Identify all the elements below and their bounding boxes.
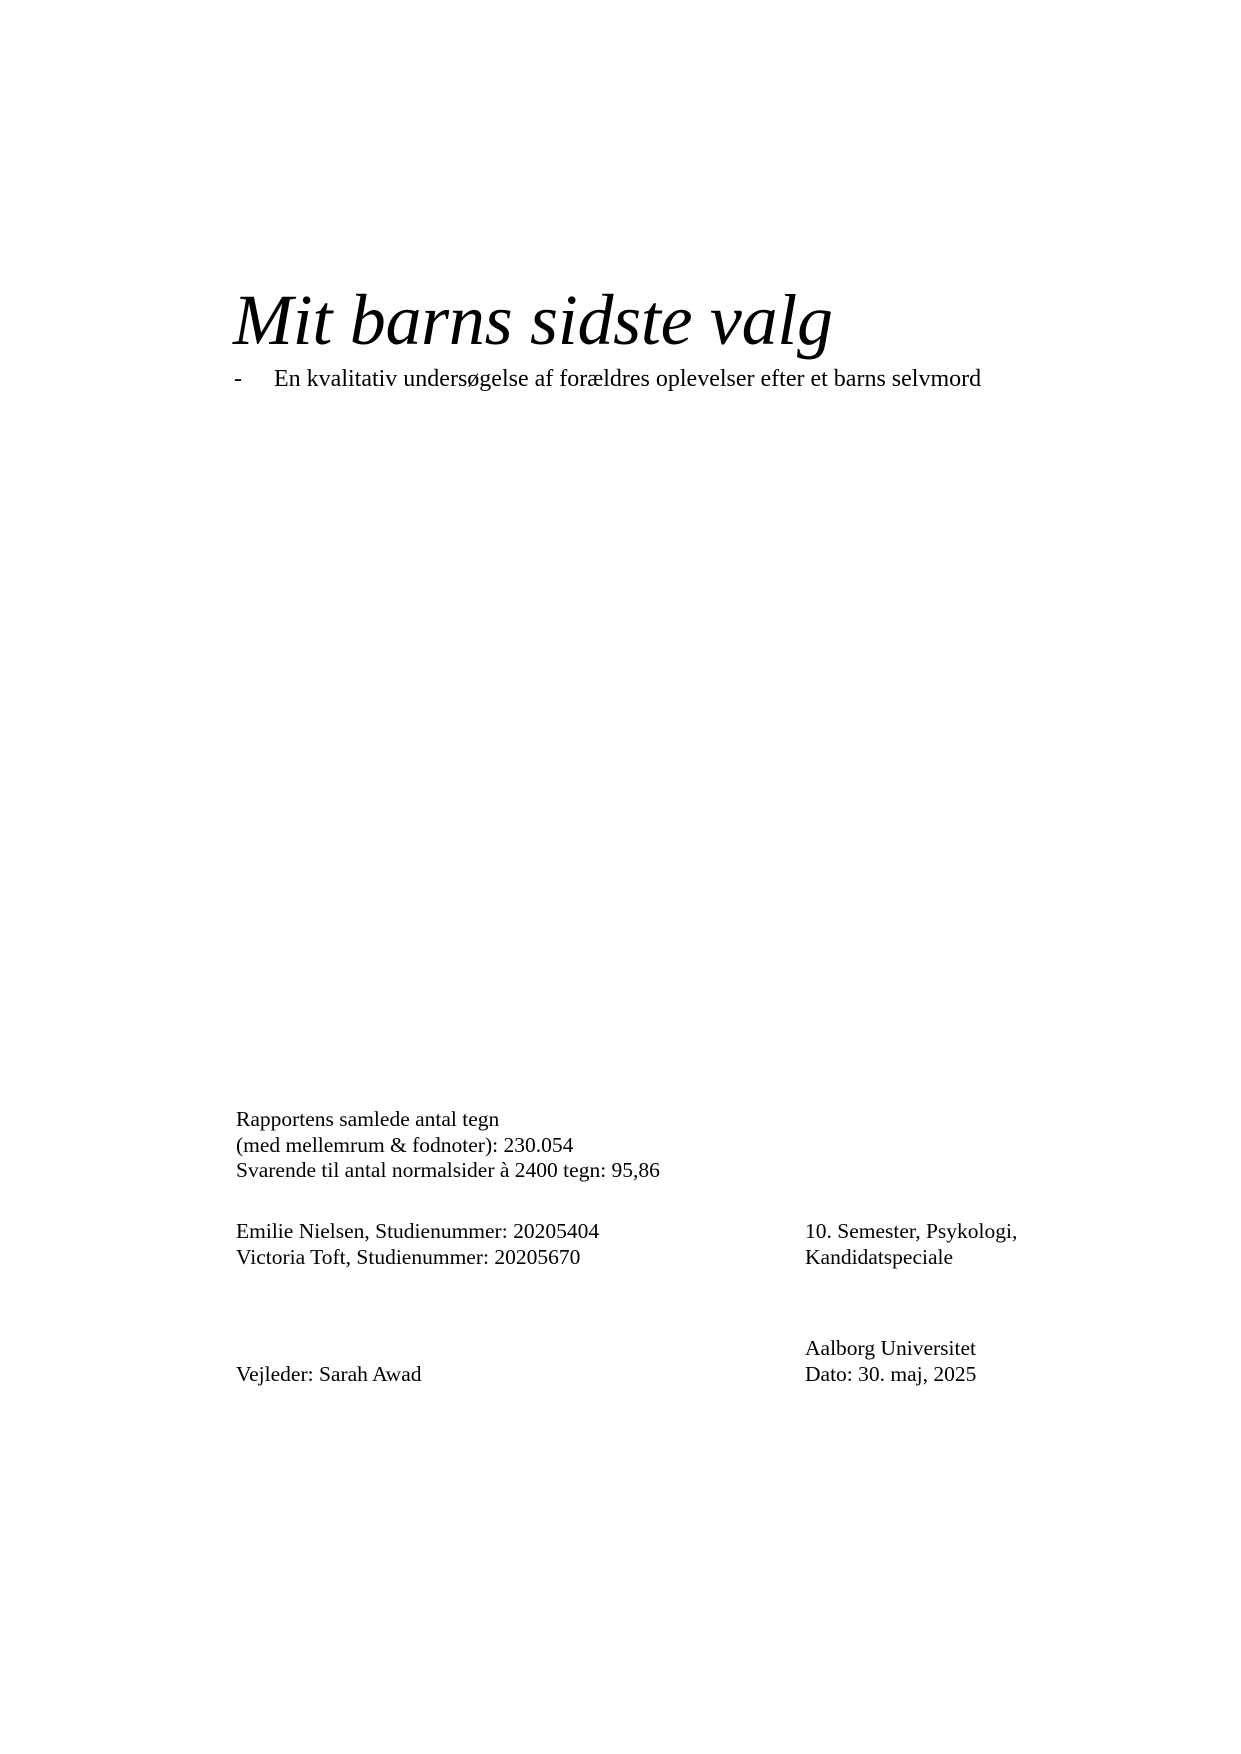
university-date	[805, 1336, 976, 1387]
character-count-label: Rapportens samlede antal tegn	[236, 1107, 500, 1131]
thesis-title: Mit barns sidste valg	[233, 280, 833, 361]
character-count-value: (med mellemrum & fodnoter): 230.054	[236, 1132, 574, 1157]
university-name: Aalborg Universitet	[805, 1336, 976, 1360]
author-2: Victoria Toft, Studienummer: 20205670	[236, 1244, 581, 1269]
author-1: Emilie Nielsen, Studienummer: 20205404	[236, 1219, 600, 1243]
authors	[236, 1219, 599, 1270]
submission-date: Dato: 30. maj, 2025	[805, 1361, 977, 1386]
semester-program: 10. Semester, Psykologi,	[805, 1219, 1018, 1243]
normal-pages-value: Svarende til antal normalsider à 2400 tegn: 95,86	[236, 1158, 660, 1182]
supervisor-name: Vejleder: Sarah Awad	[236, 1362, 422, 1386]
subtitle-dash: -	[234, 366, 242, 392]
thesis-subtitle	[234, 363, 981, 395]
supervisor	[236, 1362, 422, 1388]
subtitle-text: En kvalitativ undersøgelse af forældres oplevelser efter et barns selvmord	[274, 366, 982, 392]
thesis-type: Kandidatspeciale	[805, 1244, 954, 1269]
character-count-info	[236, 1107, 660, 1184]
program-info	[805, 1219, 1017, 1270]
